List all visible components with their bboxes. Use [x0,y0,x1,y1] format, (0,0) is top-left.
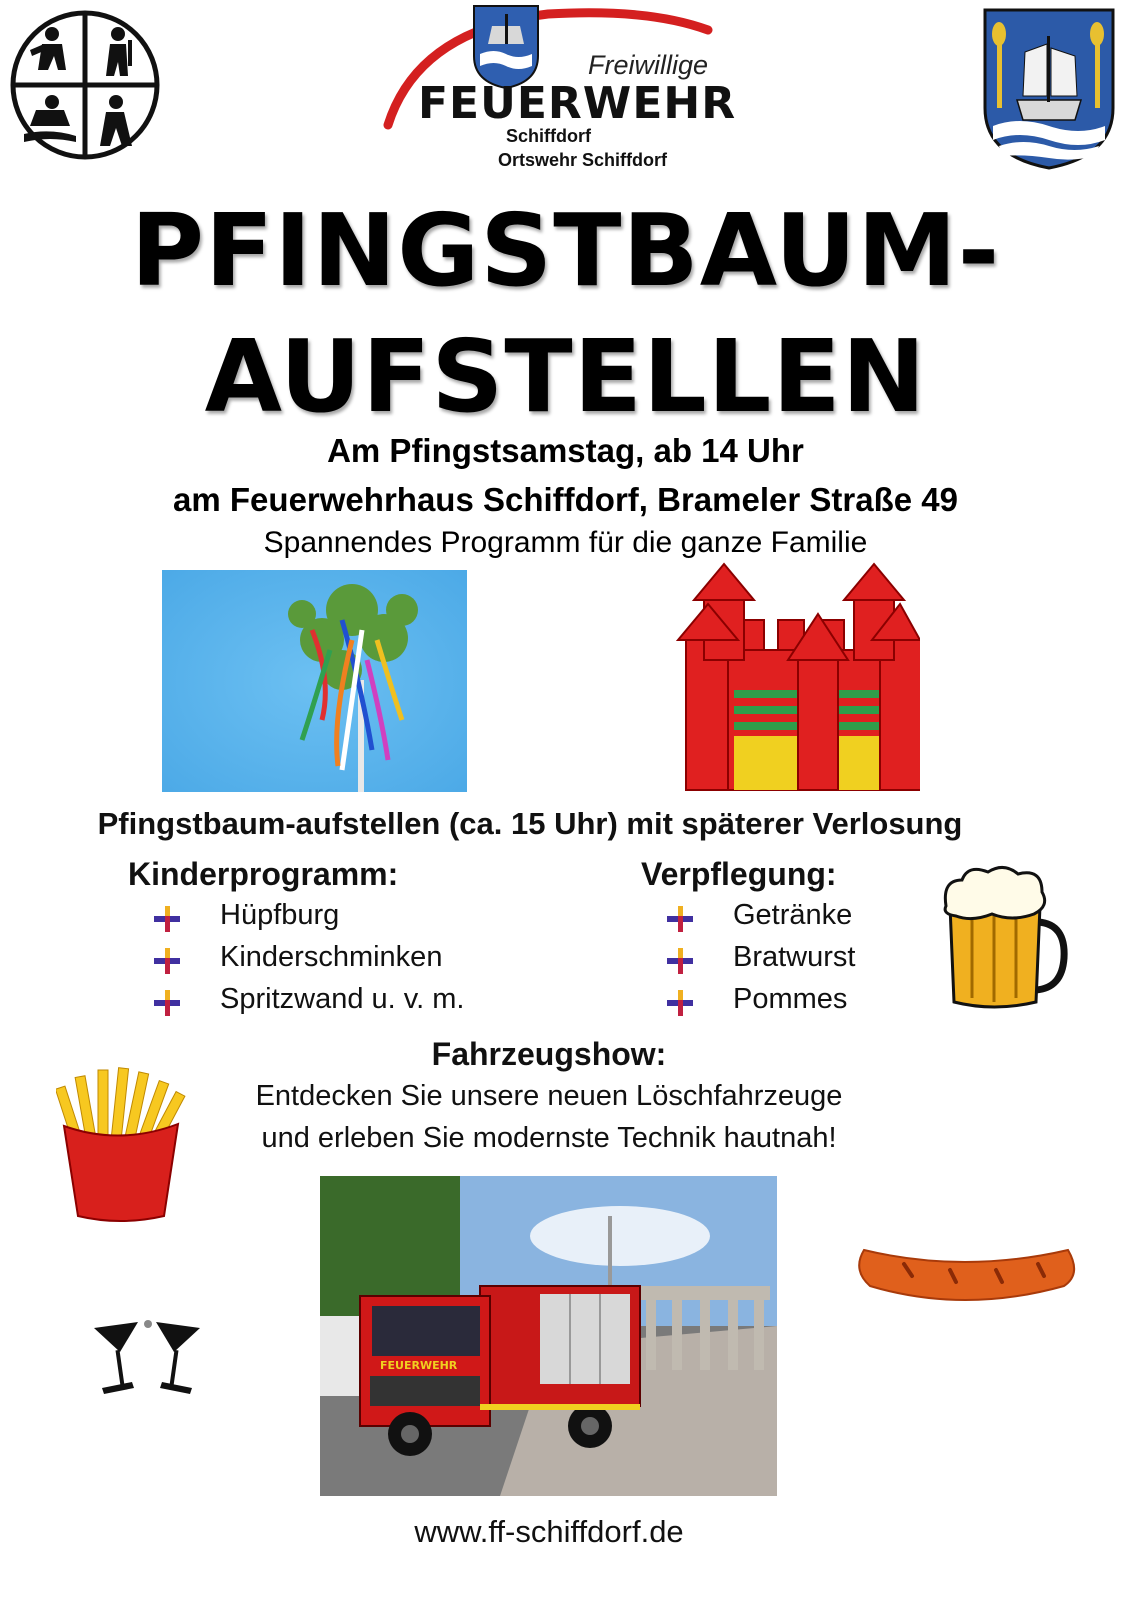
list-item: Kinderschminken [152,936,572,978]
cross-bullet-icon [152,944,182,970]
cross-bullet-icon [152,902,182,928]
cross-bullet-icon [152,986,182,1012]
fahrzeugshow-title: Fahrzeugshow: [431,1036,667,1072]
logo-ortswehr-text: Ortswehr Schiffdorf [498,150,668,170]
logo-feuerwehr-text: FEUERWEHR [418,78,737,129]
list-item: Getränke [665,894,925,936]
cross-bullet-icon [665,902,695,928]
firefighter-emblem-icon [10,10,160,160]
bouncy-castle-icon [668,560,920,800]
kinderprogramm-list [152,894,572,1020]
truck-front-label: FEUERWEHR [380,1359,458,1372]
bratwurst-icon [854,1224,1080,1310]
list-item: Hüpfburg [152,894,572,936]
maypole-photo [162,570,467,792]
fahrzeugshow-text-2: und erleben Sie modernste Technik hautnah! [261,1122,837,1154]
event-place: am Feuerwehrhaus Schiffdorf, Brameler Straße 49 [173,481,958,518]
fahrzeugshow-text-1: Entdecken Sie unsere neuen Löschfahrzeuge [255,1080,843,1112]
cross-bullet-icon [665,986,695,1012]
french-fries-icon [56,1066,186,1222]
verpflegung-list [665,894,925,1020]
headline-line-1: PFINGSTBAUM- [130,192,1001,309]
feuerwehr-logo [378,0,737,180]
logo-freiwillige-text: Freiwillige [588,50,709,80]
website-link[interactable]: www.ff-schiffdorf.de [414,1514,684,1549]
event-date: Am Pfingstsamstag, ab 14 Uhr [327,432,804,469]
headline-line-2: AUFSTELLEN [204,318,927,435]
beer-mug-icon [942,862,1072,1012]
toasting-glasses-icon [92,1318,202,1404]
kinderprogramm-title: Kinderprogramm: [128,856,399,892]
program-tagline: Spannendes Programm für die ganze Familie [263,526,868,559]
logo-schiffdorf-text: Schiffdorf [506,126,591,146]
list-item: Pommes [665,978,925,1020]
maypole-announcement: Pfingstbaum-aufstellen (ca. 15 Uhr) mit späterer Verlosung [97,806,963,841]
ship-coat-of-arms-icon [983,8,1115,170]
fire-truck-photo [320,1176,777,1496]
verpflegung-title: Verpflegung: [641,856,837,892]
list-item: Bratwurst [665,936,925,978]
list-item: Spritzwand u. v. m. [152,978,572,1020]
cross-bullet-icon [665,944,695,970]
